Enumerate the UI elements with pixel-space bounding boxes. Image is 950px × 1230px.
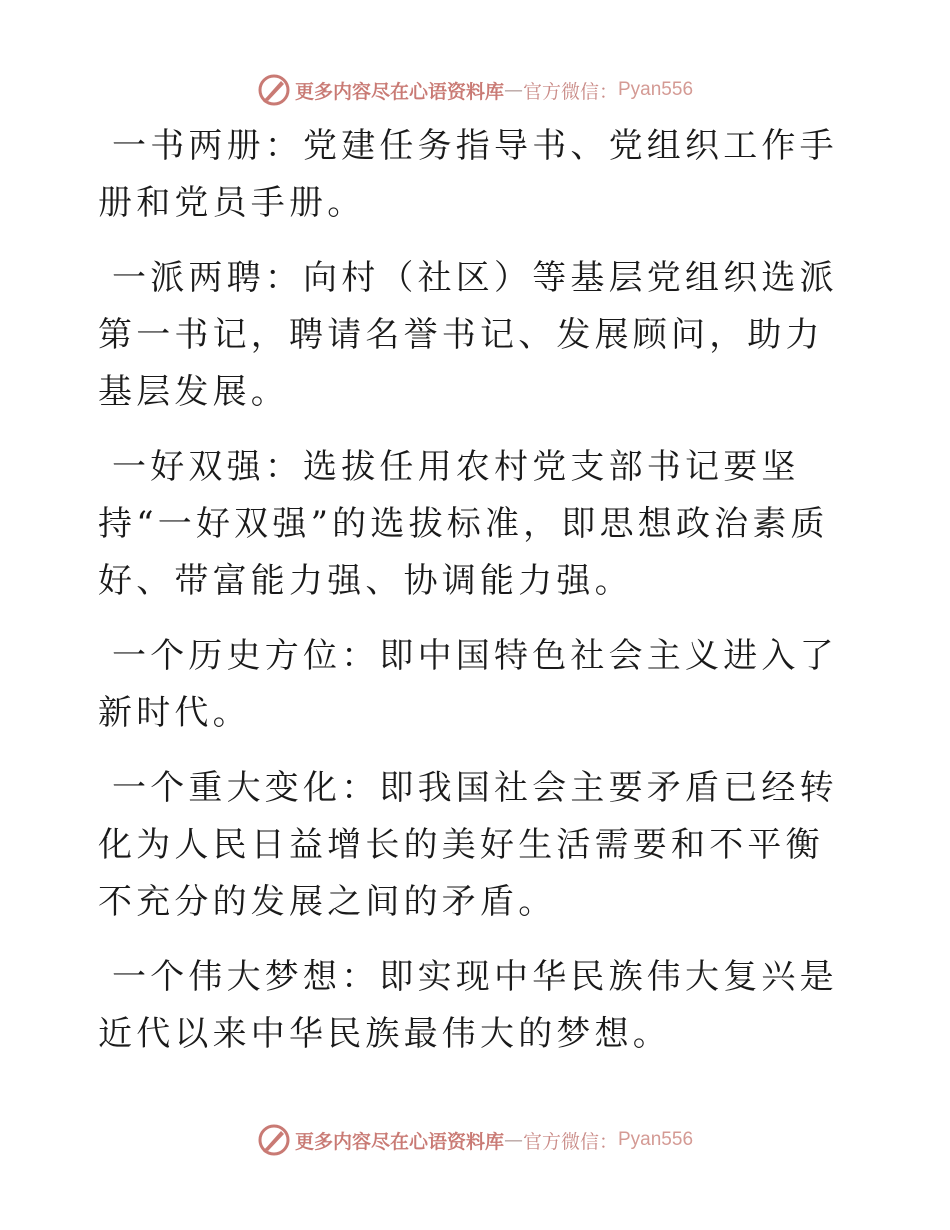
document-body [98, 118, 858, 1081]
paragraph-text: ：即实现中华民族伟大复兴是近代以来中华民族最伟大的梦想。 [98, 957, 838, 1054]
watermark-brand: 更多内容尽在心语资料库 [294, 1130, 504, 1153]
paragraph-text: ：党建任务指导书、党组织工作手册和党员手册。 [98, 126, 838, 223]
watermark-label: 官方微信： [522, 80, 618, 103]
paragraph-text: ：即中国特色社会主义进入了新时代。 [98, 636, 838, 733]
paragraph [98, 250, 858, 421]
paragraph-term: 一个伟大梦想 [112, 957, 342, 997]
paragraph-text: ：即我国社会主要矛盾已经转化为人民日益增长的美好生活需要和不平衡不充分的发展之间的矛盾。 [98, 768, 838, 922]
paragraph [98, 628, 858, 742]
watermark-separator: — [503, 79, 523, 101]
watermark-brand: 更多内容尽在心语资料库 [294, 80, 504, 103]
paragraph-text: ：选拔任用农村党支部书记要坚持“一好双强”的选拔标准，即思想政治素质好、带富能力强、协调能力强。 [98, 447, 829, 601]
quill-seal-icon [257, 73, 291, 107]
watermark-label: 官方微信： [522, 1130, 618, 1153]
paragraph-term: 一个重大变化 [112, 768, 342, 808]
paragraph [98, 439, 858, 610]
paragraph [98, 760, 858, 931]
quill-seal-icon [257, 1123, 291, 1157]
watermark-wechat-id: Pyan556 [618, 79, 694, 100]
paragraph [98, 949, 858, 1063]
paragraph-text: ：向村（社区）等基层党组织选派第一书记，聘请名誉书记、发展顾问，助力基层发展。 [98, 258, 838, 412]
paragraph-term: 一个历史方位 [112, 636, 342, 676]
paragraph-term: 一派两聘 [112, 258, 265, 298]
header-watermark [0, 70, 950, 110]
watermark-separator: — [503, 1129, 523, 1151]
footer-watermark [0, 1120, 950, 1160]
paragraph [98, 118, 858, 232]
watermark-wechat-id: Pyan556 [618, 1129, 694, 1150]
paragraph-term: 一书两册 [112, 126, 265, 166]
paragraph-term: 一好双强 [112, 447, 265, 487]
